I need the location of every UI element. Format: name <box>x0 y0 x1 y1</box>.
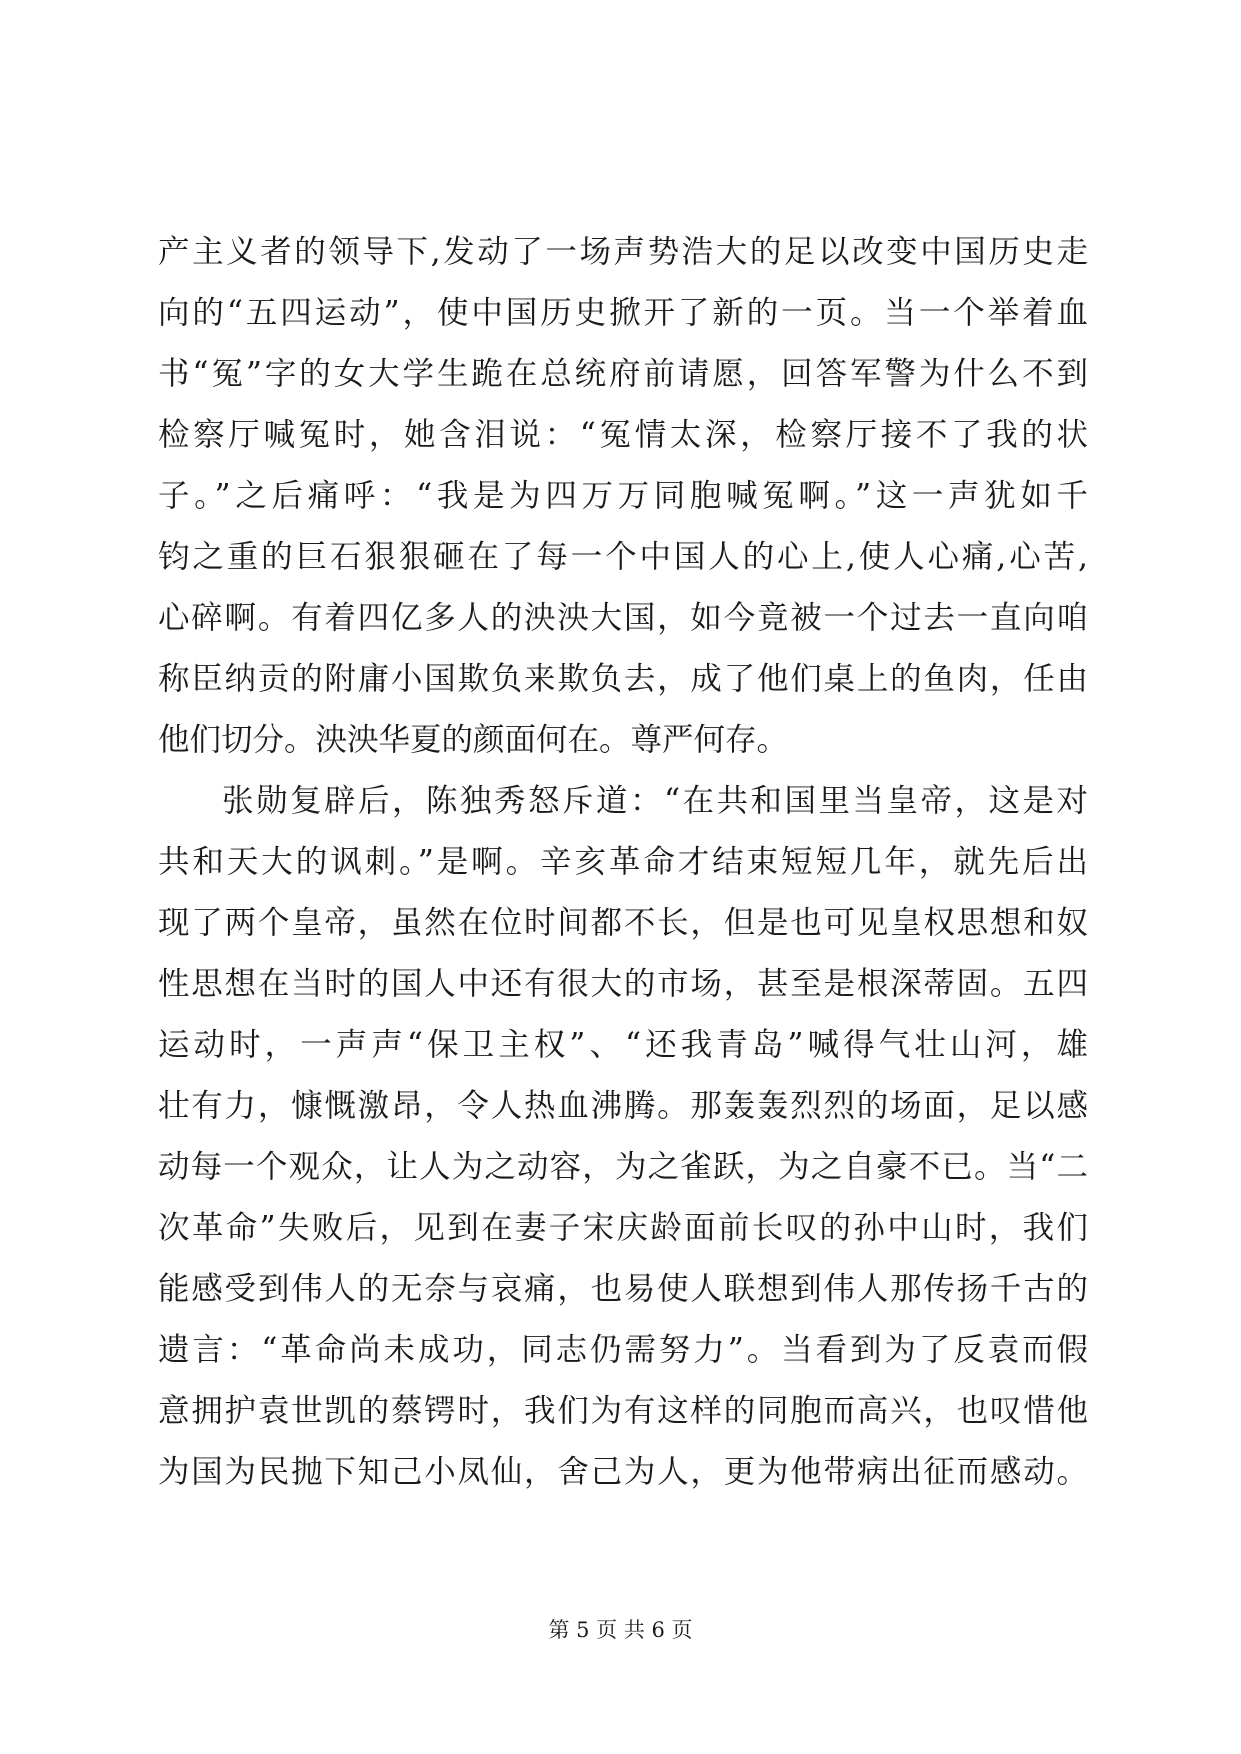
page-number-footer: 第 5 页 共 6 页 <box>548 1618 693 1642</box>
text-line: 现了两个皇帝，虽然在位时间都不长，但是也可见皇权思想和奴 <box>158 905 1088 941</box>
text-line: 书“冤”字的女大学生跪在总统府前请愿，回答军警为什么不到 <box>158 356 1088 392</box>
body-text <box>158 222 1088 1503</box>
text-line: 动每一个观众，让人为之动容，为之雀跃，为之自豪不已。当“二 <box>158 1149 1088 1185</box>
text-line-indented: 张勋复辟后，陈独秀怒斥道：“在共和国里当皇帝，这是对 <box>222 783 1088 819</box>
text-line: 运动时，一声声“保卫主权”、“还我青岛”喊得气壮山河，雄 <box>158 1027 1088 1063</box>
text-line: 壮有力，慷慨激昂，令人热血沸腾。那轰轰烈烈的场面，足以感 <box>158 1088 1088 1124</box>
text-line: 次革命”失败后，见到在妻子宋庆龄面前长叹的孙中山时，我们 <box>158 1210 1088 1246</box>
text-line: 检察厅喊冤时，她含泪说：“冤情太深，检察厅接不了我的状 <box>158 417 1088 453</box>
text-line: 子。”之后痛呼：“我是为四万万同胞喊冤啊。”这一声犹如千 <box>158 478 1088 514</box>
text-line: 向的“五四运动”，使中国历史掀开了新的一页。当一个举着血 <box>158 295 1088 331</box>
text-line: 能感受到伟人的无奈与哀痛，也易使人联想到伟人那传扬千古的 <box>158 1271 1088 1307</box>
text-line: 遗言：“革命尚未成功，同志仍需努力”。当看到为了反袁而假 <box>158 1332 1088 1368</box>
text-line: 钧之重的巨石狠狠砸在了每一个中国人的心上,使人心痛,心苦, <box>158 539 1088 575</box>
text-line: 为国为民抛下知己小凤仙，舍己为人，更为他带病出征而感动。 <box>158 1454 1088 1490</box>
text-line: 产主义者的领导下,发动了一场声势浩大的足以改变中国历史走 <box>158 234 1088 270</box>
text-line: 他们切分。泱泱华夏的颜面何在。尊严何存。 <box>158 722 789 758</box>
text-line: 心碎啊。有着四亿多人的泱泱大国，如今竟被一个过去一直向咱 <box>158 600 1088 636</box>
text-line: 意拥护袁世凯的蔡锷时，我们为有这样的同胞而高兴，也叹惜他 <box>158 1393 1088 1429</box>
text-line: 性思想在当时的国人中还有很大的市场，甚至是根深蒂固。五四 <box>158 966 1088 1002</box>
text-line: 共和天大的讽刺。”是啊。辛亥革命才结束短短几年，就先后出 <box>158 844 1088 880</box>
text-line: 称臣纳贡的附庸小国欺负来欺负去，成了他们桌上的鱼肉，任由 <box>158 661 1088 697</box>
